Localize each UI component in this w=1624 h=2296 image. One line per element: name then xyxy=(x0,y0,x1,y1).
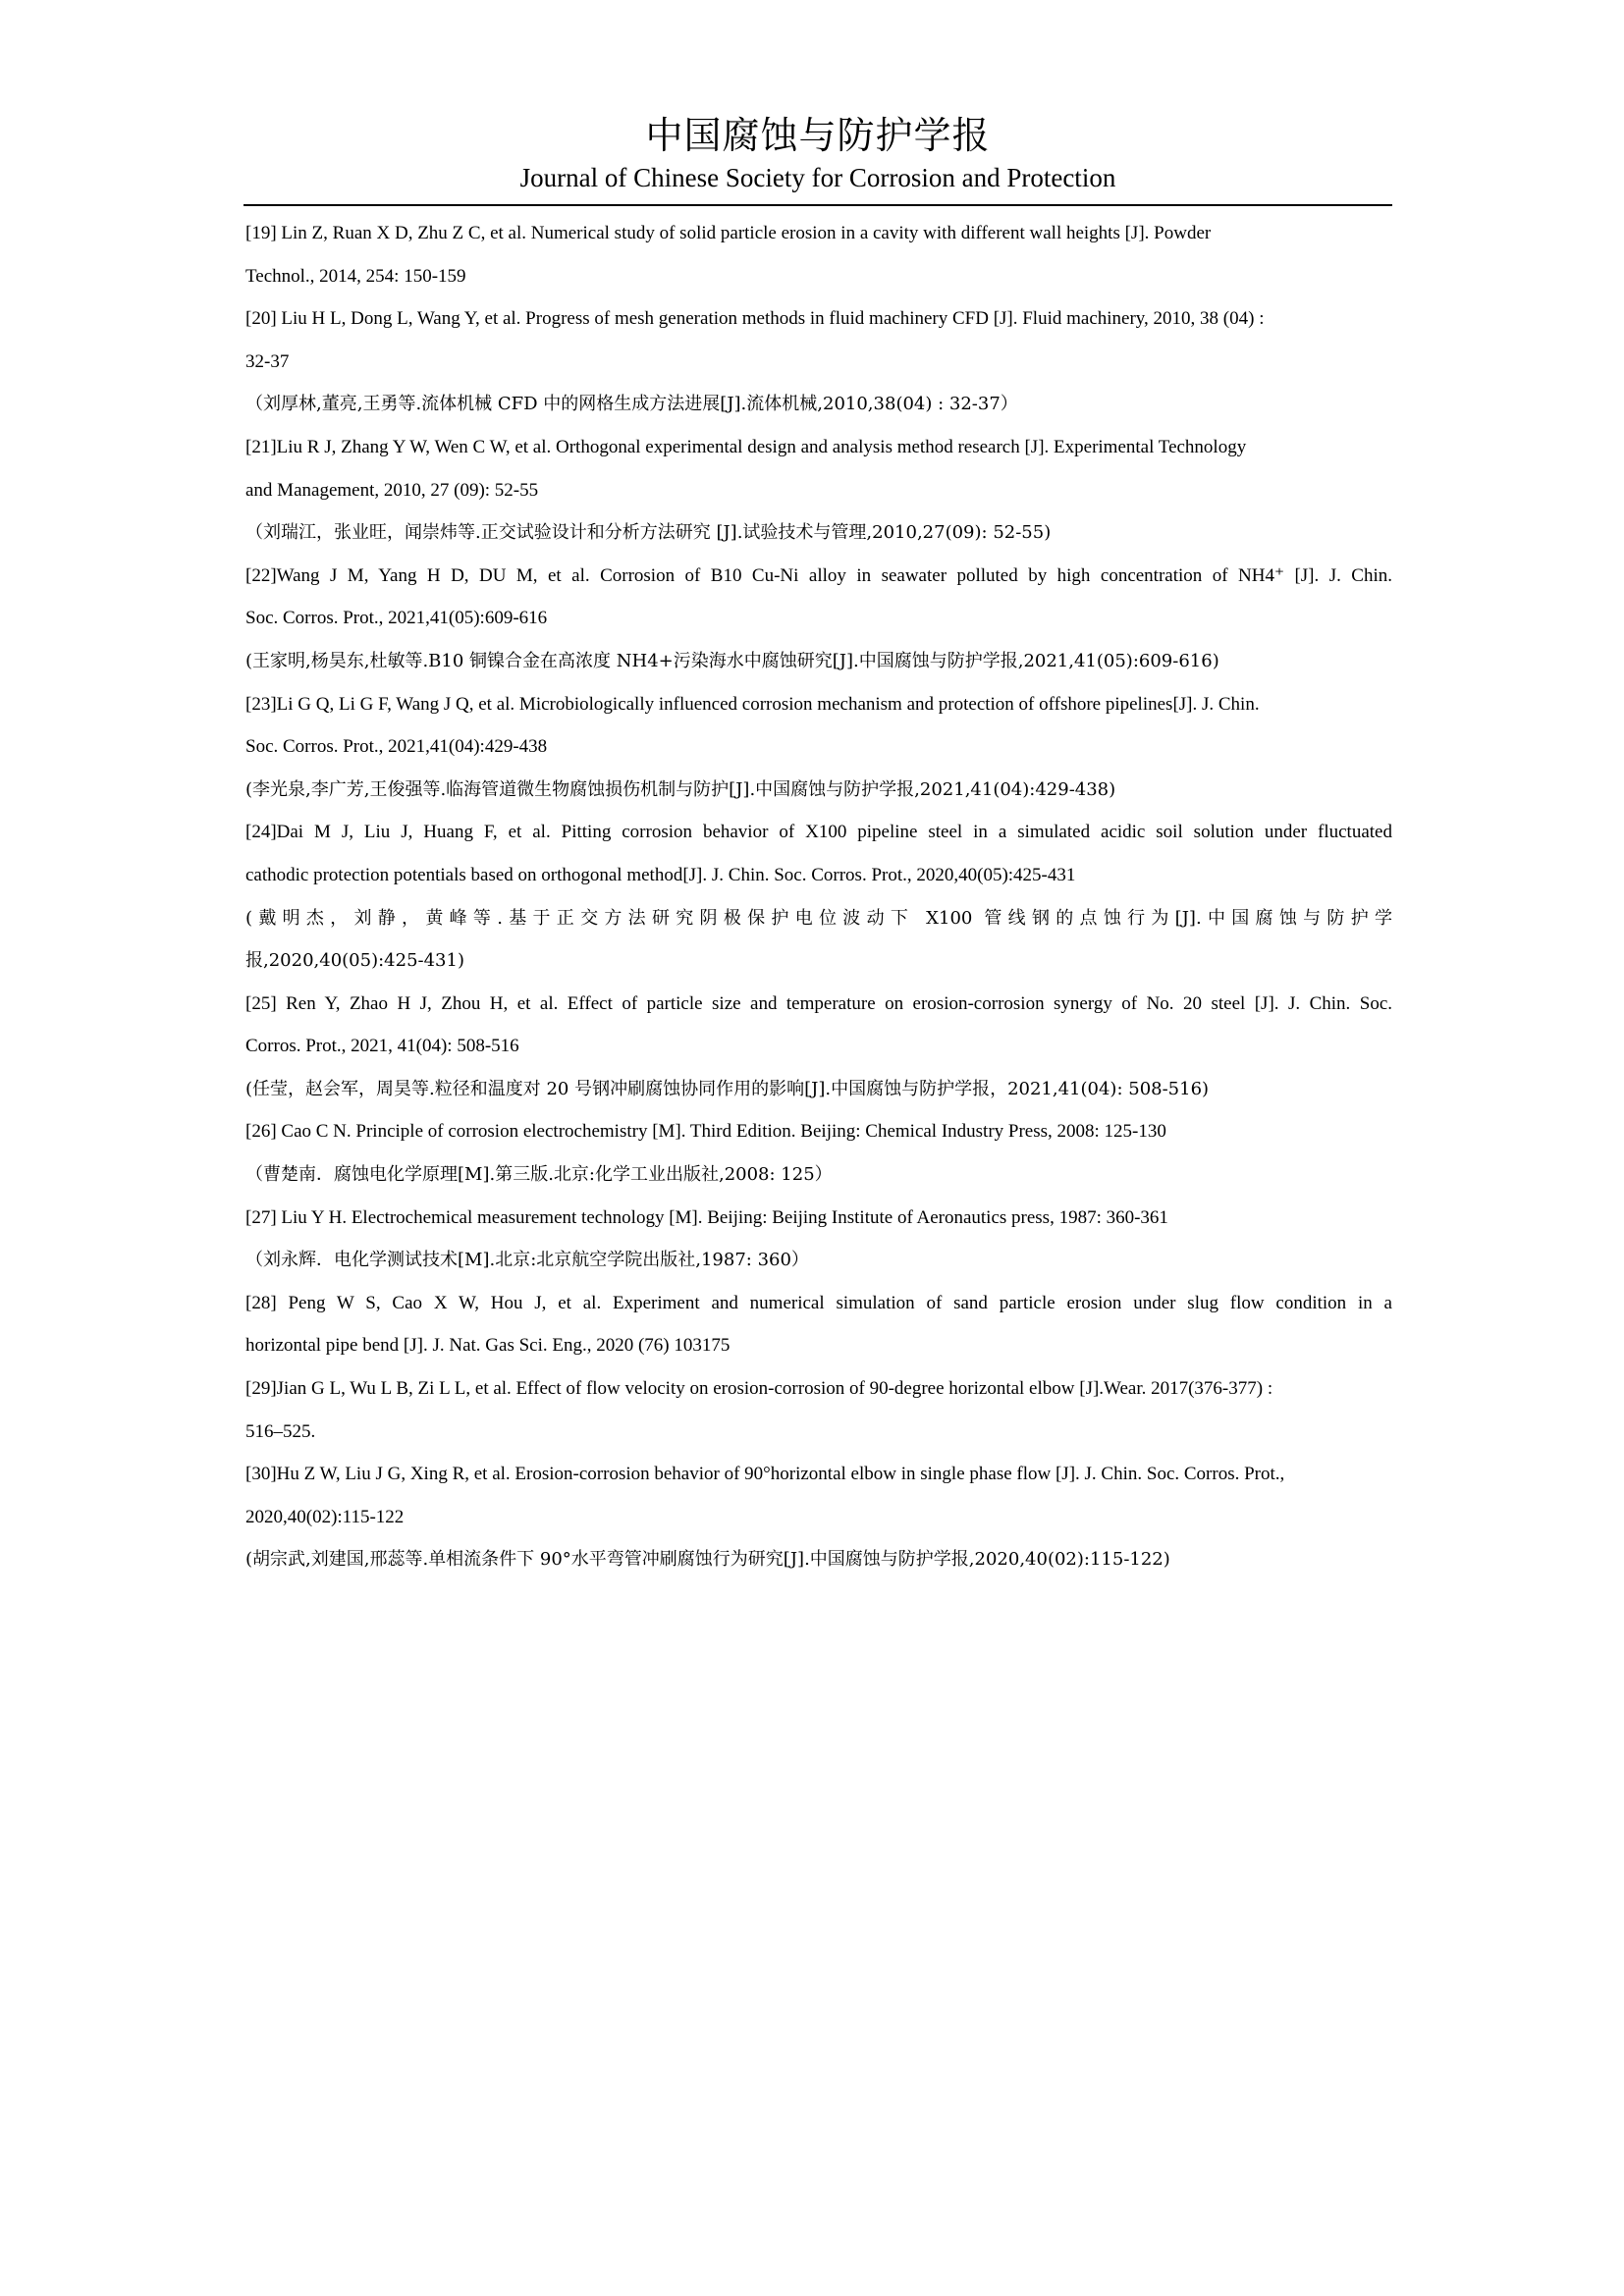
reference-line: [29]Jian G L, Wu L B, Zi L L, et al. Effect of flow velocity on erosion-corrosion of 90-degree horizontal elbow [J].Wear. 2017(376-377) : xyxy=(245,1378,1273,1400)
journal-title-cn: 中国腐蚀与防护学报 xyxy=(645,114,991,157)
reference-line: 2020,40(02):115-122 xyxy=(245,1506,405,1527)
reference-line: [19] Lin Z, Ruan X D, Zhu Z C, et al. Numerical study of solid particle erosion in a cavity with different wall heights [J]. Powder xyxy=(245,223,1212,243)
reference-line: horizontal pipe bend [J]. J. Nat. Gas Sci. Eng., 2020 (76) 103175 xyxy=(245,1335,731,1357)
reference-line: Technol., 2014, 254: 150-159 xyxy=(245,265,466,287)
reference-line: and Management, 2010, 27 (09): 52-55 xyxy=(245,479,539,501)
reference-line: 32-37 xyxy=(245,350,290,372)
reference-list xyxy=(245,212,1392,1581)
reference-line-cn: (李光泉,李广芳,王俊强等.临海管道微生物腐蚀损伤机制与防护[J].中国腐蚀与防护学报,2021,41(04):429-438) xyxy=(245,778,1116,800)
reference-line: [27] Liu Y H. Electrochemical measurement technology [M]. Beijing: Beijing Institute of Aeronautics press, 1987: 360-361 xyxy=(245,1206,1168,1228)
reference-line-cn: 报,2020,40(05):425-431) xyxy=(245,950,464,972)
reference-line-cn: (任莹，赵会军，周昊等.粒径和温度对 20 号钢冲刷腐蚀协同作用的影响[J].中国腐蚀与防护学报，2021,41(04): 508-516) xyxy=(245,1078,1210,1099)
reference-line-cn: (王家明,杨昊东,杜敏等.B10 铜镍合金在高浓度 NH4+污染海水中腐蚀研究[J].中国腐蚀与防护学报,2021,41(05):609-616) xyxy=(245,650,1219,671)
reference-line: [22]Wang J M, Yang H D, DU M, et al. Corrosion of B10 Cu-Ni alloy in seawater polluted by high concentration of NH4⁺ [J]. J. Chin. xyxy=(245,564,1392,586)
reference-line: Soc. Corros. Prot., 2021,41(05):609-616 xyxy=(245,608,548,629)
reference-line-cn: （曹楚南．腐蚀电化学原理[M].第三版.北京:化学工业出版社,2008: 125） xyxy=(245,1164,833,1186)
reference-line: [21]Liu R J, Zhang Y W, Wen C W, et al. Orthogonal experimental design and analysis method research [J]. Experimental Technology xyxy=(245,436,1247,457)
journal-header xyxy=(244,110,1392,194)
reference-line-cn: （刘永辉．电化学测试技术[M].北京:北京航空学院出版社,1987: 360） xyxy=(245,1250,809,1271)
header-rule xyxy=(244,204,1392,206)
reference-line-cn: (戴明杰，刘静，黄峰等.基于正交方法研究阴极保护电位波动下 X100 管线钢的点蚀行为[J].中国腐蚀与防护学 xyxy=(245,907,1392,929)
reference-line: [24]Dai M J, Liu J, Huang F, et al. Pitting corrosion behavior of X100 pipeline steel in a simulated acidic soil solution under fluctuated xyxy=(245,822,1392,843)
reference-line: 516–525. xyxy=(245,1420,316,1442)
journal-title-en: Journal of Chinese Society for Corrosion and Protection xyxy=(519,163,1116,192)
reference-line: [23]Li G Q, Li G F, Wang J Q, et al. Microbiologically influenced corrosion mechanism and protection of offshore pipelines[J]. J. Chin. xyxy=(245,693,1260,715)
reference-line: [26] Cao C N. Principle of corrosion electrochemistry [M]. Third Edition. Beijing: Chemical Industry Press, 2008: 125-130 xyxy=(245,1121,1166,1143)
reference-line: Corros. Prot., 2021, 41(04): 508-516 xyxy=(245,1036,519,1057)
reference-line-cn: (胡宗武,刘建国,邢蕊等.单相流条件下 90°水平弯管冲刷腐蚀行为研究[J].中国腐蚀与防护学报,2020,40(02):115-122) xyxy=(245,1549,1170,1571)
reference-line: Soc. Corros. Prot., 2021,41(04):429-438 xyxy=(245,736,548,758)
reference-line-cn: （刘瑞江，张业旺，闻崇炜等.正交试验设计和分析方法研究 [J].试验技术与管理,2010,27(09): 52-55) xyxy=(245,522,1052,544)
reference-line: cathodic protection potentials based on orthogonal method[J]. J. Chin. Soc. Corros. Prot., 2020,40(05):425-431 xyxy=(245,864,1076,885)
reference-line: [20] Liu H L, Dong L, Wang Y, et al. Progress of mesh generation methods in fluid machinery CFD [J]. Fluid machinery, 2010, 38 (04) : xyxy=(245,308,1265,330)
reference-line: [30]Hu Z W, Liu J G, Xing R, et al. Erosion-corrosion behavior of 90°horizontal elbow in single phase flow [J]. J. Chin. Soc. Corros. Prot., xyxy=(245,1464,1285,1485)
reference-line: [25] Ren Y, Zhao H J, Zhou H, et al. Effect of particle size and temperature on erosion-corrosion synergy of No. 20 steel [J]. J. Chin. Soc. xyxy=(245,992,1392,1014)
reference-line: [28] Peng W S, Cao X W, Hou J, et al. Experiment and numerical simulation of sand particle erosion under slug flow condition in a xyxy=(245,1292,1392,1313)
reference-line-cn: （刘厚林,董亮,王勇等.流体机械 CFD 中的网格生成方法进展[J].流体机械,2010,38(04) : 32-37） xyxy=(245,394,1018,415)
